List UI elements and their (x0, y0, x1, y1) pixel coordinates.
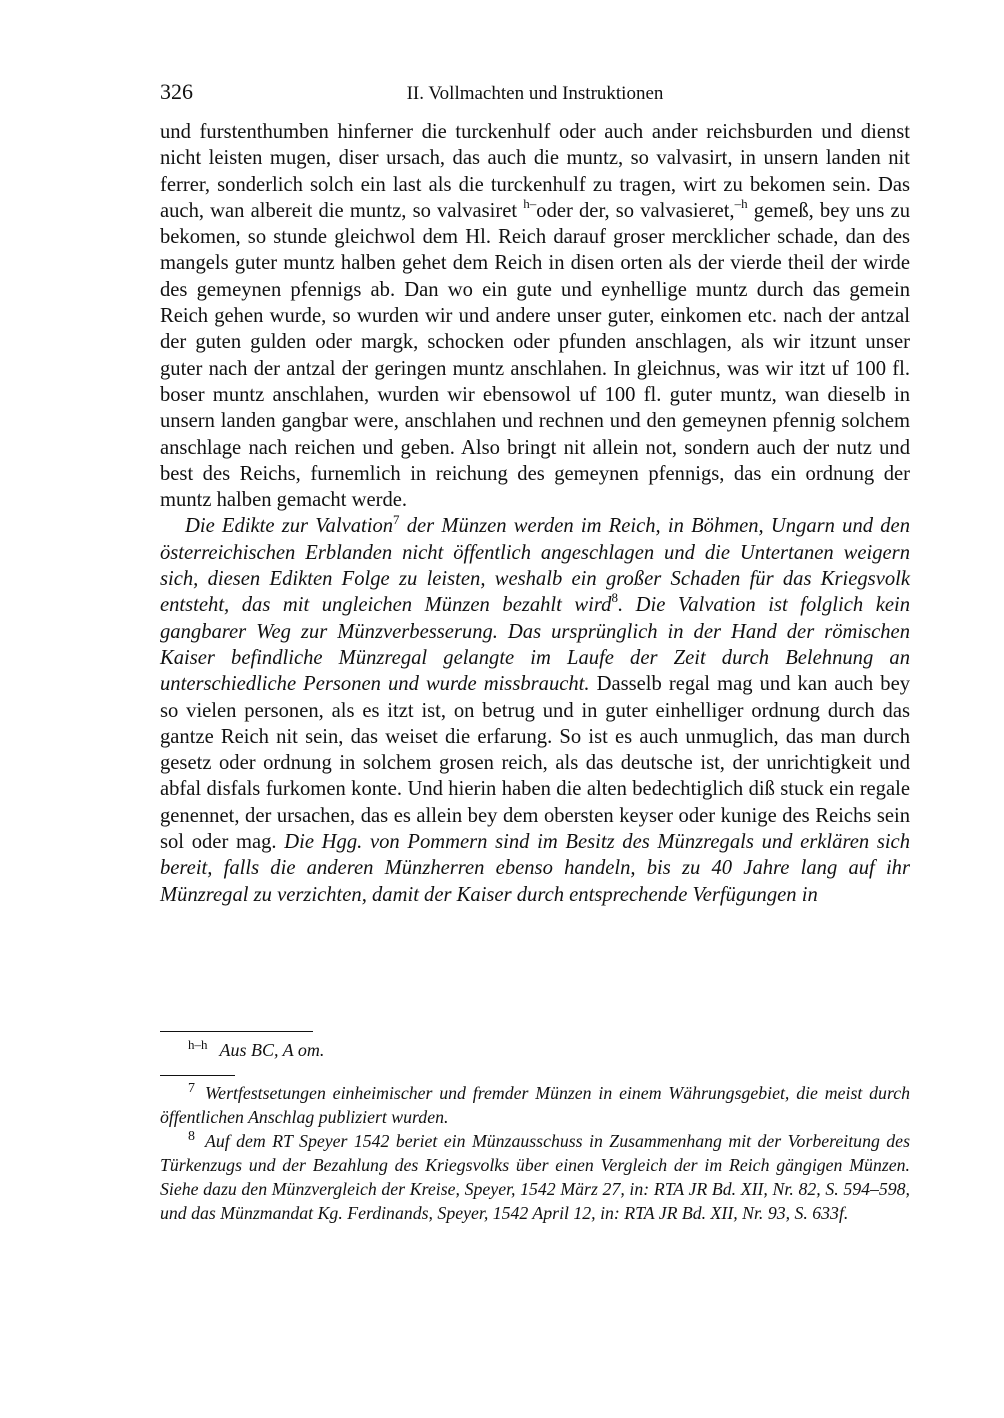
variant-mark-close: –h (734, 196, 748, 212)
footnotes (160, 1081, 910, 1225)
running-head: II. Vollmachten und Instruktionen (406, 83, 664, 104)
footnote-number: 8 (188, 1129, 195, 1145)
body-text (160, 119, 910, 908)
variant-apparatus (188, 1039, 324, 1061)
paragraph-2 (160, 513, 910, 907)
text-run: oder der, so valvasieret, (536, 199, 735, 222)
footnote-divider (160, 1031, 313, 1032)
footnote-text: Wertfestsetungen einheimischer und fremder Münzen in einem Währungsgebiet, die meist durch öffentlichen Anschlag publiziert wurden. (160, 1083, 910, 1127)
footnote-8 (160, 1129, 910, 1225)
summary-run: der Münzen werden im Reich, in Böhmen, Ungarn und den österreichischen Erblanden nicht öffentlich angeschlagen und die Untertanen weigern sich, diesen Edikten Folge zu leisten, weshalb ein großer Schaden für das Kriegsvolk entsteht, das mit ungleichen Münzen bezahlt wird (160, 515, 910, 617)
variant-mark: h–h (188, 1037, 208, 1052)
footnote-divider-short (160, 1075, 235, 1076)
footnote-number: 7 (188, 1081, 195, 1097)
text-run: und furstenthumben hinferner die turckenhulf oder auch ander reichsburden und dienst nicht leisten mugen, diser ursach, das auch die muntz, so valvasirt, in unsern landen nit ferrer, sonderlich solch ein last als die turckenhulf zu tragen, wirt zu bekomen sein. Das auch, wan albereit die muntz, so valvasiret (160, 121, 910, 222)
footnote-ref-8[interactable]: 8 (611, 590, 618, 606)
text-run: Dasselb regal mag und kan auch bey so vielen personen, als es itzt ist, on betrug und in guter einhelliger ordnung durch das gantze Reich nit sein, das weiset die erfarung. So ist es auch unmuglich, das man durch gesetz oder ordnung in solchem grosen reich, als das deutsche ist, der unrichtigkeit und abfal disfals furkomen konte. Und hierin haben die alten bedechtiglich diß stuck ein regale genennet, der ursachen, das es allein bey dem obersten keyser oder kunige des Reichs sein sol oder mag. (160, 673, 911, 854)
text-run: gemeß, bey uns zu bekomen, so stunde gleichwol dem Hl. Reich darauf groser mercklicher schade, dan des mangels guter muntz halben gehet dem Reich in disen orten als der vierde theil der wirde des gemeynen pfennigs ab. Dan wo ein gute und eynhellige muntz durch das gemein Reich gehen wurde, so wurden wir und andere unser guter, einkomen etc. nach der antzal der guten gulden oder margk, schocken oder pfunden anschlagen, als wir itzunt unser guter nach der antzal der geringen muntz anschlahen. In gleichnus, was wir itzt uf 100 fl. boser muntz anschlahen, wurden wir ebensowol uf 100 fl. guter muntz, wan dieselb in unsern landen gangbar were, anschlahen und rechnen und den gemeynen pfennig solchem anschlage nach reichen und geben. Also bringt nit allein not, sondern auch der nutz und best des Reichs, furnemlich in reichung des gemeynen pfennigs, das ein ordnung der muntz halben gemacht werde. (160, 199, 910, 512)
summary-run: Die Edikte zur Valvation (185, 515, 394, 538)
summary-run: Die Hgg. von Pommern sind im Besitz des Münzregals und erklären sich bereit, falls die anderen Münzherren ebenso handeln, bis zu 40 Jahre lang auf ihr Münzregal zu verzichten, damit der Kaiser durch entsprechende Verfügungen in (160, 831, 910, 906)
footnote-ref-7[interactable]: 7 (393, 511, 400, 527)
footnote-text: Auf dem RT Speyer 1542 beriet ein Münzausschuss in Zusammenhang mit der Vorbereitung des Türkenzugs und der Bezahlung des Kriegsvolks über einen Vergleich der im Reich gängigen Münzen. Siehe dazu den Münzvergleich der Kreise, Speyer, 1542 März 27, in: RTA JR Bd. XII, Nr. 82, S. 594–598, und das Münzmandat Kg. Ferdinands, Speyer, 1542 April 12, in: RTA JR Bd. XII, Nr. 93, S. 633f. (160, 1131, 910, 1223)
footnote-7 (160, 1081, 910, 1129)
paragraph-1 (160, 119, 910, 513)
variant-mark-open: h– (523, 196, 537, 212)
variant-text: Aus BC, A om. (219, 1040, 325, 1060)
page-number: 326 (160, 79, 193, 104)
summary-run: . Die Valvation ist folglich kein gangbarer Weg zur Münzverbesserung. Das ursprünglich in der Hand der römischen Kaiser befindliche Münzregal gelangte im Laufe der Zeit durch Belehnung an unterschiedliche Personen und wurde missbraucht. (160, 594, 911, 696)
